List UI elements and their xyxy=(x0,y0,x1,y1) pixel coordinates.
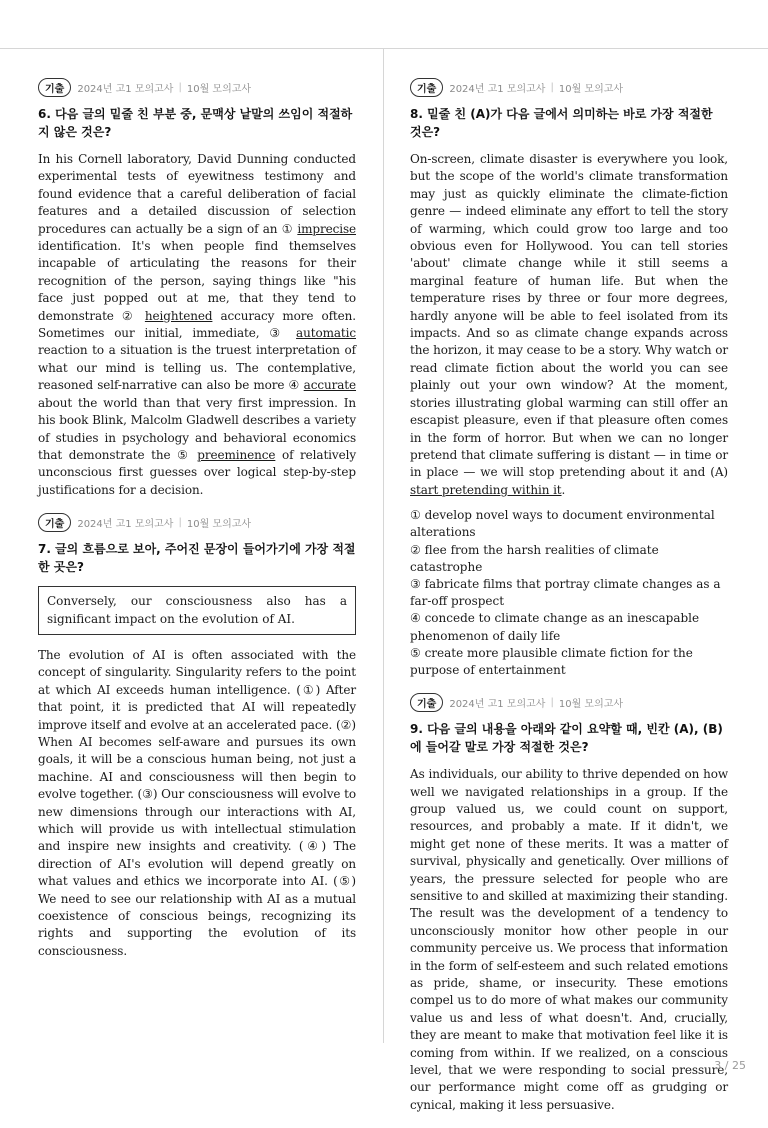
left-column xyxy=(38,78,356,974)
source-tag: 기출 xyxy=(38,513,71,532)
source-line xyxy=(38,513,356,532)
underlined-word: preeminence xyxy=(197,447,276,462)
source-line xyxy=(38,78,356,97)
answer-options xyxy=(410,507,728,679)
source-year: 2024년 고1 모의고사 xyxy=(77,84,174,95)
source-month: 10월 모의고사 xyxy=(558,84,624,95)
source-tag: 기출 xyxy=(410,78,443,97)
passage-text: accuracy more often. Sometimes our initial, immediate, xyxy=(38,308,356,341)
answer-option-3[interactable]: ③ fabricate films that portray climate changes as a far-off prospect xyxy=(410,576,721,609)
question-9 xyxy=(410,693,728,1114)
source-month: 10월 모의고사 xyxy=(186,84,252,95)
right-column xyxy=(410,78,728,1128)
top-rule xyxy=(0,48,768,49)
question-7 xyxy=(38,513,356,960)
source-tag: 기출 xyxy=(410,693,443,712)
underlined-phrase: start pretending within it xyxy=(410,482,562,497)
answer-option-1[interactable]: ① develop novel ways to document environmental alterations xyxy=(410,508,715,540)
question-passage xyxy=(410,151,728,499)
source-month: 10월 모의고사 xyxy=(186,519,252,531)
source-year: 2024년 고1 모의고사 xyxy=(449,84,546,95)
choice-marker: ① xyxy=(281,221,294,236)
underlined-word: automatic xyxy=(296,326,356,341)
underlined-word: heightened xyxy=(144,308,213,323)
underlined-word: accurate xyxy=(303,378,357,393)
passage-text: identification. It's when people find themselves incapable of articulating the reasons for their recognition of the person, saying things like "his face just popped out at me, that they tend to demonstrate xyxy=(38,239,356,323)
question-passage: The evolution of AI is often associated with the concept of singularity. Singularity refers to the point at which AI exceeds human intelligence. (①) After that point, it is predicted that AI will repeatedly improve itself and evolve at an accelerated pace. (②) When AI becomes self-aware and pursues its own goals, it will be a conscious human being, not just a machine. AI and consciousness will then begin to evolve together. (③) Our consciousness will evolve to new dimensions through our interactions with AI, which will provide us with intellectual stimulation and inspire new insights and creativity. (④) The direction of AI's evolution will depend greatly on what values and ethics we incorporate into AI. (⑤) We need to see our relationship with AI as a mutual coexistence of conscious beings, recognizing its rights and supporting the evolution of its consciousness. xyxy=(38,647,356,958)
choice-marker: ③ xyxy=(269,326,287,341)
passage-text: On-screen, climate disaster is everywhere you look, but the scope of the world's climate transformation may just as quickly eliminate the climate-fiction genre — indeed eliminate any effort to tell the story of warming, which could grow too large and too obvious even for Hollywood. You can tell stories 'about' climate change while it still seems a marginal feature of human life. But when the temperature rises by three or four more degrees, hardly anyone will be able to feel isolated from its impacts. And so as climate change expands across the horizon, it may cease to be a story. Why watch or read climate fiction about the world you can see plainly out your own window? At the moment, stories illustrating global warming can still offer an escapist pleasure, even if that pleasure often comes in the form of horror. But when we can no longer pretend that climate suffering is distant — in time or in place — we will stop pretending about it and (A) xyxy=(410,152,728,480)
separator: | xyxy=(178,517,182,529)
choice-marker: ② xyxy=(121,308,137,323)
source-line xyxy=(410,693,728,712)
source-month: 10월 모의고사 xyxy=(558,699,624,711)
given-sentence-box: Conversely, our consciousness also has a significant impact on the evolution of AI. xyxy=(38,586,356,635)
underlined-word: imprecise xyxy=(297,221,356,236)
question-8 xyxy=(410,78,728,679)
passage-text: reaction to a situation is the truest interpretation of what our mind is telling us. The contemplative, reasoned self-narrative can also be more xyxy=(38,343,356,393)
question-title: 8. 밑줄 친 (A)가 다음 글에서 의미하는 바로 가장 적절한 것은? xyxy=(410,107,713,139)
question-title: 7. 글의 흐름으로 보아, 주어진 문장이 들어가기에 가장 적절한 곳은? xyxy=(38,542,356,575)
page-number: 3 / 25 xyxy=(714,1059,746,1072)
source-tag: 기출 xyxy=(38,78,71,97)
question-passage xyxy=(38,151,356,499)
source-year: 2024년 고1 모의고사 xyxy=(449,699,546,711)
choice-marker: ④ xyxy=(288,378,300,393)
separator: | xyxy=(550,697,554,709)
separator: | xyxy=(178,82,182,93)
passage-text: of relatively unconscious first guesses over logical step-by-step justifications for a decision. xyxy=(38,447,357,497)
separator: | xyxy=(550,82,554,93)
passage-text: . xyxy=(561,482,566,497)
answer-option-4[interactable]: ④ concede to climate change as an inescapable phenomenon of daily life xyxy=(410,611,700,643)
source-line xyxy=(410,78,728,97)
question-title: 9. 다음 글의 내용을 아래와 같이 요약할 때, 빈칸 (A), (B)에 들어갈 말로 가장 적절한 것은? xyxy=(410,722,723,755)
question-6 xyxy=(38,78,356,499)
answer-option-5[interactable]: ⑤ create more plausible climate fiction for the purpose of entertainment xyxy=(410,645,693,677)
answer-option-2[interactable]: ② flee from the harsh realities of climate catastrophe xyxy=(410,542,659,574)
source-year: 2024년 고1 모의고사 xyxy=(77,519,174,531)
passage-text: about the world than that very first impression. In his book Blink, Malcolm Gladwell describes a variety of studies in psychology and behavioral economics that demonstrate the xyxy=(38,395,356,462)
column-divider xyxy=(383,48,384,1043)
choice-marker: ⑤ xyxy=(177,447,191,462)
question-passage: As individuals, our ability to thrive depended on how well we navigated relationships in a group. If the group valued us, we could count on support, resources, and probably a mate. If it didn't, we might get none of these merits. It was a matter of survival, physically and genetically. Over millions of years, the pressure selected for people who are sensitive to and skilled at maximizing their standing. The result was the development of a tendency to unconsciously monitor how other people in our community perceive us. We process that information in the form of self-esteem and such related emotions as pride, shame, or insecurity. These emotions compel us to do more of what makes our community value us and less of what doesn't. And, crucially, they are meant to make that motivation feel like it is coming from within. If we realized, on a conscious level, that we were responding to social pressure, our performance might come off as grudging or cynical, making it less persuasive. xyxy=(410,767,728,1112)
passage-text: In his Cornell laboratory, David Dunning conducted experimental tests of eyewitness testimony and found evidence that a careful deliberation of facial features and a detailed discussion of selection procedures can actually be a sign of an xyxy=(38,152,356,236)
question-title: 6. 다음 글의 밑줄 친 부분 중, 문맥상 낱말의 쓰임이 적절하지 않은 것은? xyxy=(38,107,353,139)
